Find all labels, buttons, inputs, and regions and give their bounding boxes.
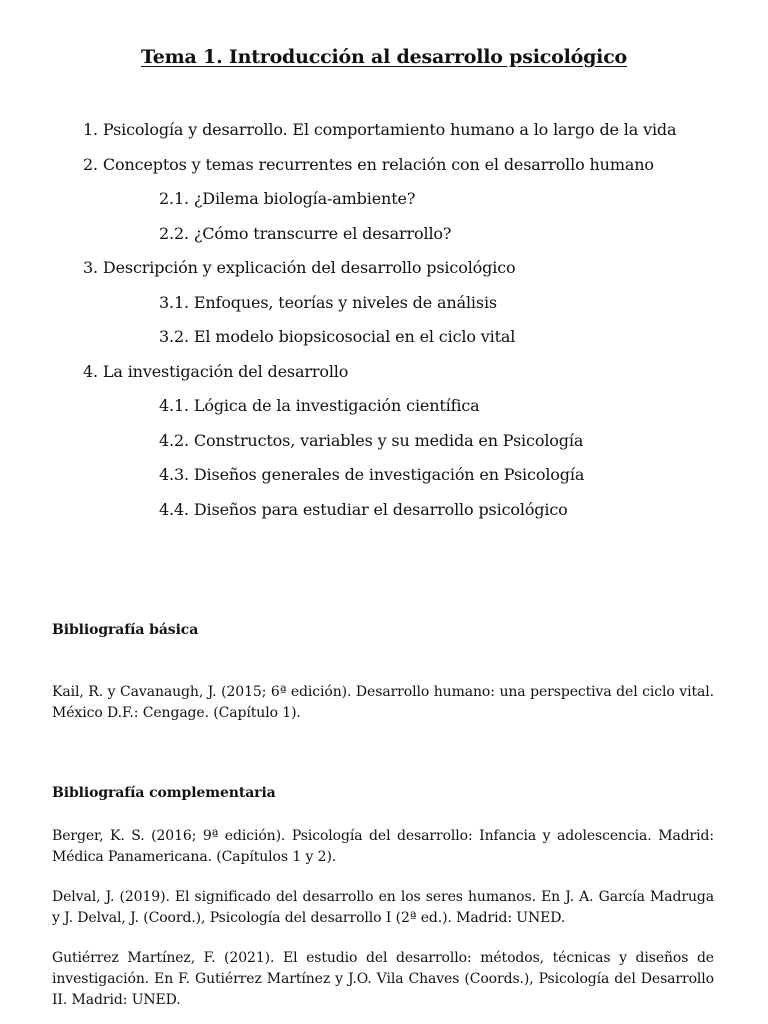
toc-subitem: 4.3. Diseños generales de investigación en Psicología bbox=[159, 465, 585, 484]
toc-item: 1. Psicología y desarrollo. El comportamiento humano a lo largo de la vida bbox=[83, 120, 677, 139]
toc-subitem: 3.1. Enfoques, teorías y niveles de análisis bbox=[159, 292, 497, 312]
complementary-bibliography-heading: Bibliografía complementaria bbox=[52, 785, 276, 801]
reference-entry: Gutiérrez Martínez, F. (2021). El estudio del desarrollo: métodos, técnicas y diseños de investigación. En F. Gutiérrez Martínez y J.O. Vila Chaves (Coords.), Psicología del Desarrollo II. Madrid: UNED. bbox=[52, 950, 714, 1008]
table-of-contents bbox=[0, 118, 768, 532]
toc-item: 2. Conceptos y temas recurrentes en relación con el desarrollo humano bbox=[83, 154, 654, 174]
toc-subitem: 2.2. ¿Cómo transcurre el desarrollo? bbox=[159, 223, 452, 243]
toc-subitem: 4.1. Lógica de la investigación científica bbox=[159, 396, 480, 415]
page-title: Tema 1. Introducción al desarrollo psicológico bbox=[140, 46, 628, 68]
reference-entry: Delval, J. (2019). El significado del desarrollo en los seres humanos. En J. A. García Madruga y J. Delval, J. (Coord.), Psicología del desarrollo I (2ª ed.). Madrid: UNED. bbox=[52, 889, 714, 926]
toc-item: 4. La investigación del desarrollo bbox=[83, 361, 349, 381]
toc-subitem: 3.2. El modelo biopsicosocial en el ciclo vital bbox=[159, 327, 516, 346]
toc-subitem: 4.4. Diseños para estudiar el desarrollo psicológico bbox=[159, 499, 568, 519]
reference-entry: Berger, K. S. (2016; 9ª edición). Psicología del desarrollo: Infancia y adolescencia. Madrid: Médica Panamericana. (Capítulos 1 y 2). bbox=[52, 828, 714, 865]
toc-item: 3. Descripción y explicación del desarrollo psicológico bbox=[83, 258, 516, 277]
toc-subitem: 4.2. Constructos, variables y su medida en Psicología bbox=[159, 430, 584, 450]
basic-bibliography-heading: Bibliografía básica bbox=[52, 622, 199, 638]
toc-subitem: 2.1. ¿Dilema biología-ambiente? bbox=[159, 189, 416, 208]
reference-entry: Kail, R. y Cavanaugh, J. (2015; 6ª edición). Desarrollo humano: una perspectiva del ciclo vital. México D.F.: Cengage. (Capítulo 1). bbox=[52, 684, 714, 721]
